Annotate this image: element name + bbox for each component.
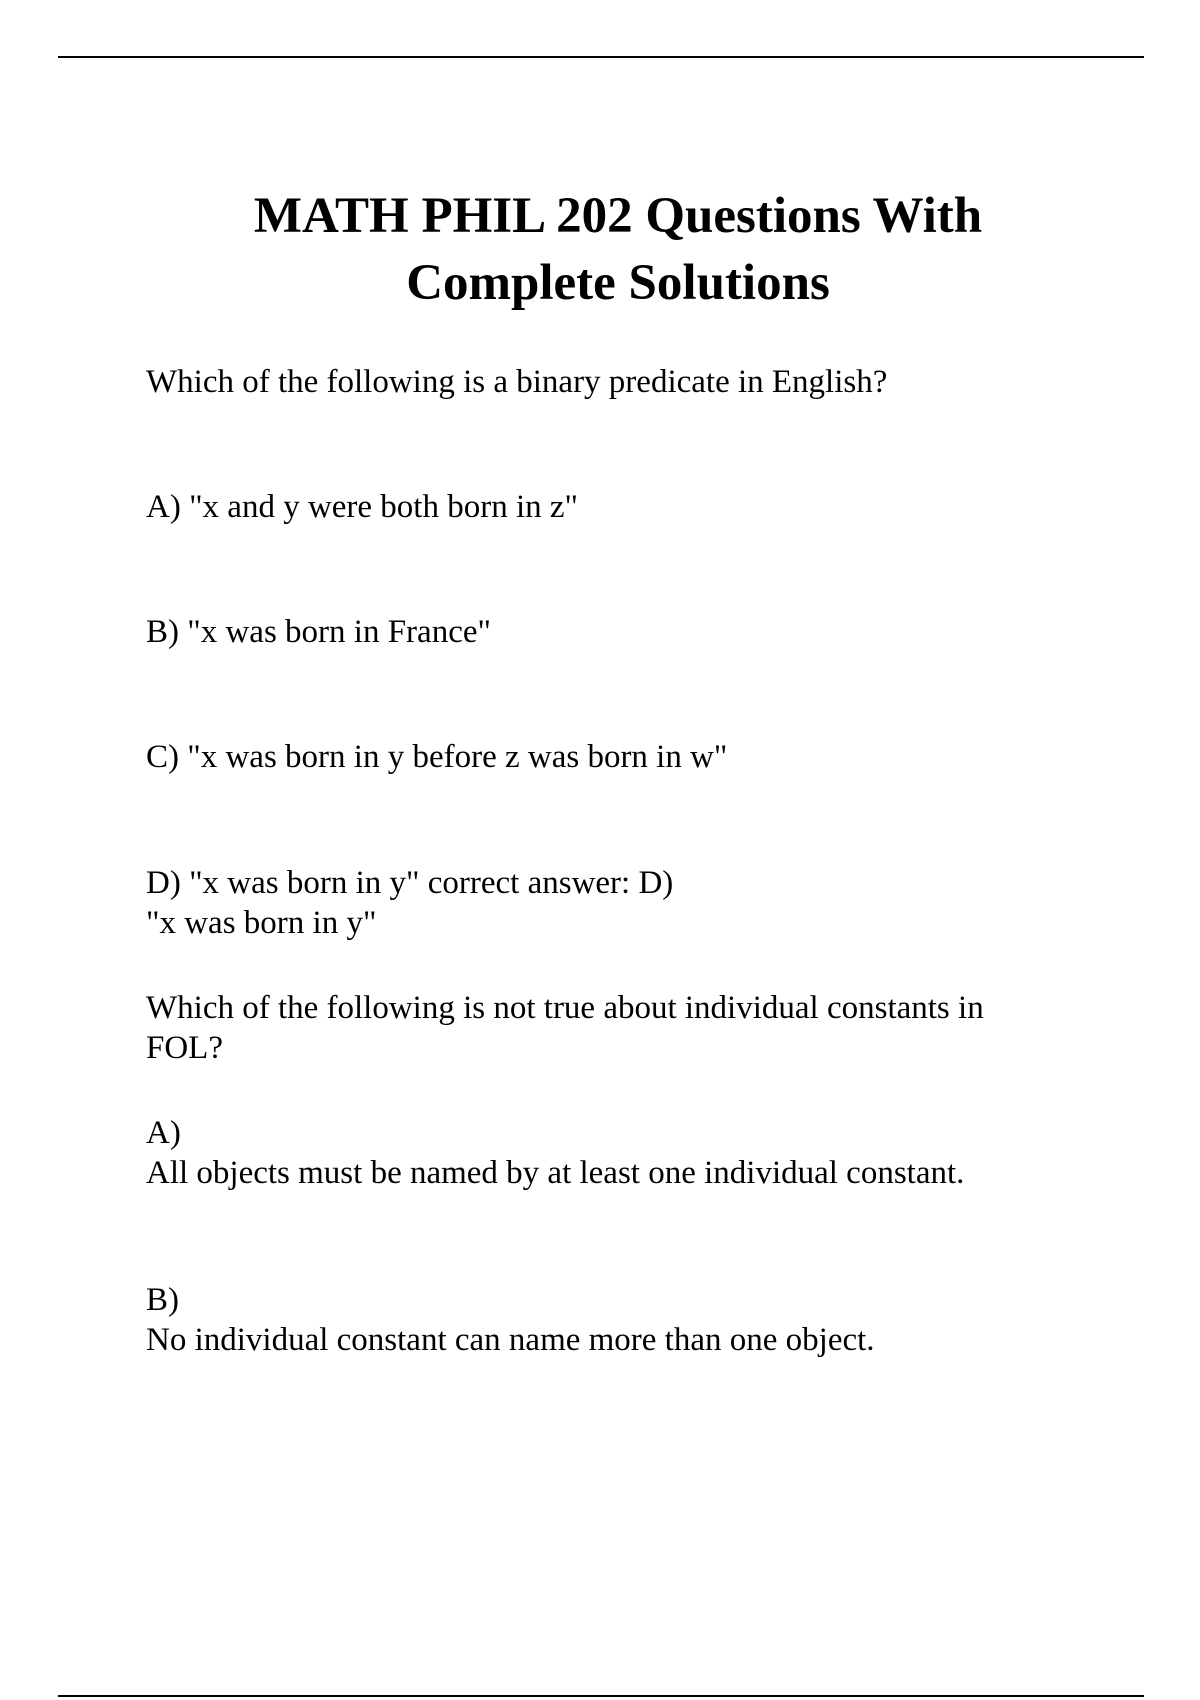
question-1-option-d [146,863,1096,943]
bottom-rule [58,1695,1144,1697]
question-2-prompt [146,988,1096,1068]
question-2-prompt-line-1: Which of the following is not true about individual constants in [146,990,984,1026]
top-rule [58,56,1144,58]
document-title-line-2: Complete Solutions [406,255,830,311]
question-2-option-a-text: All objects must be named by at least one individual constant. [146,1155,965,1191]
document-title [0,183,1200,317]
question-1-option-b: B) "x was born in France" [146,614,491,650]
question-2-option-b-letter: B) [146,1282,179,1318]
question-2-option-b [146,1280,1096,1360]
question-2-prompt-line-2: FOL? [146,1030,223,1066]
question-1-option-d-text: D) "x was born in y" correct answer: D) [146,865,674,901]
document-title-line-1: MATH PHIL 202 Questions With [253,188,983,244]
question-2-option-b-text: No individual constant can name more than one object. [146,1322,875,1358]
question-1-prompt: Which of the following is a binary predicate in English? [146,364,888,400]
question-1-option-c: C) "x was born in y before z was born in w" [146,739,728,775]
question-1-option-a: A) "x and y were both born in z" [146,489,578,525]
question-2-option-a [146,1113,1096,1193]
question-1-answer-continuation: "x was born in y" [146,905,377,941]
question-2-option-a-letter: A) [146,1115,181,1151]
